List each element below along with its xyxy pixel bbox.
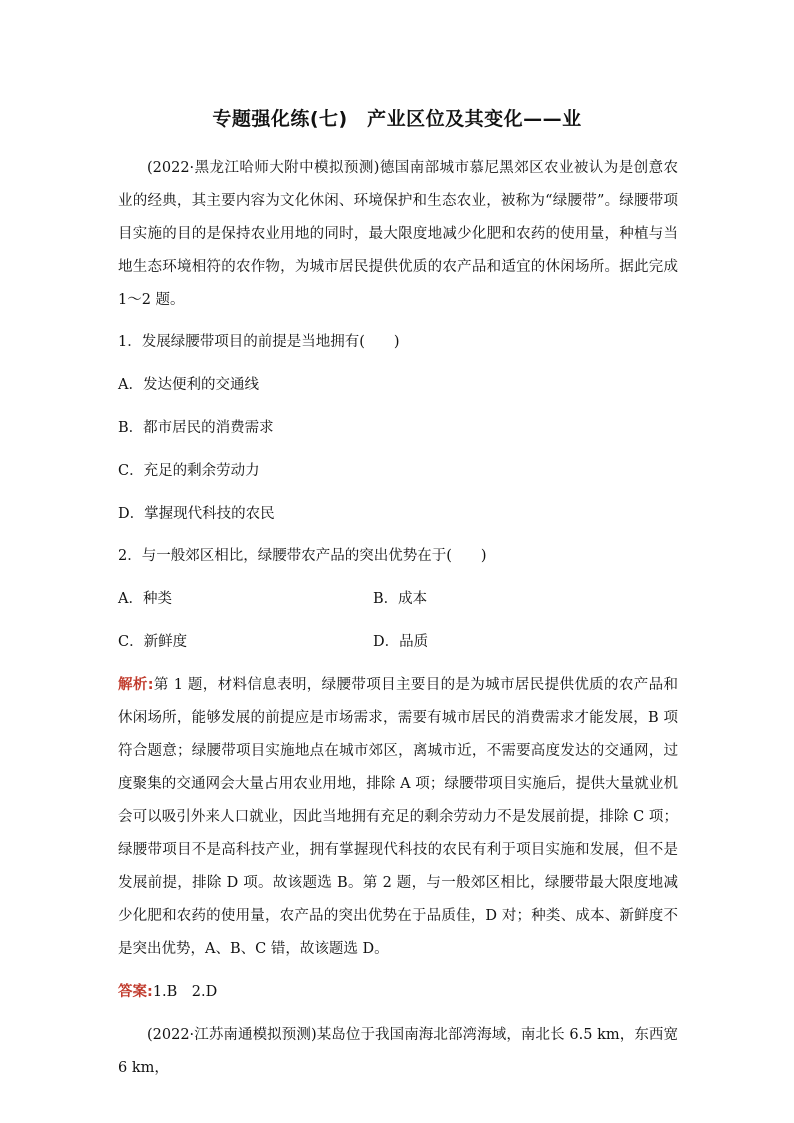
question-2-option-c: C．新鲜度 [118, 634, 188, 650]
analysis-text: 第 1 题，材料信息表明，绿腰带项目主要目的是为城市居民提供优质的农产品和休闲场所，能够发展的前提应是市场需求，需要有城市居民的消费需求才能发展，B 项符合题意；绿腰带项目实施地点在城市郊区，离城市近，不需要高度发达的交通网，过度聚集的交通网会大量占用农业用地，排除 A 项；绿腰带项目实施后，提供大量就业机会可以吸引外来人口就业，因此当地拥有充足的剩余劳动力不是发展前提，排除 C 项；绿腰带项目不是高科技产业，拥有掌握现代科技的农民有利于项目实施和发展，但不是发展前提，排除 D 项。故该题选 B。第 2 题，与一般郊区相比，绿腰带最大限度地减少化肥和农药的使用量，农产品的突出优势在于品质佳，D 对；种类、成本、新鲜度不是突出优势，A、B、C 错，故该题选 D。 [118, 677, 678, 957]
answer-label: 答案: [118, 984, 153, 1000]
analysis-block [118, 669, 678, 966]
question-2-stem: 2．与一般郊区相比，绿腰带农产品的突出优势在于( ) [118, 548, 487, 564]
question-2-option-b: B．成本 [373, 591, 428, 607]
material-paragraph: (2022·黑龙江哈师大附中模拟预测)德国南部城市慕尼黑郊区农业被认为是创意农业的经典，其主要内容为文化休闲、环境保护和生态农业，被称为“绿腰带”。绿腰带项目实施的目的是保持农业用地的同时，最大限度地减少化肥和农药的使用量，种植与当地生态环境相符的农作物，为城市居民提供优质的农产品和适宜的休闲场所。据此完成 1～2 题。 [118, 160, 678, 308]
question-2-options-row-2 [118, 626, 678, 659]
question-2-option-d: D．品质 [373, 634, 429, 650]
answer-block [118, 976, 678, 1009]
question-1-option-a: A．发达便利的交通线 [118, 377, 259, 393]
question-1-stem: 1．发展绿腰带项目的前提是当地拥有( ) [118, 334, 400, 350]
question-2-options-row-1 [118, 583, 678, 616]
question-1-option-c: C．充足的剩余劳动力 [118, 463, 260, 479]
document-body [118, 152, 678, 1085]
analysis-label: 解析: [118, 677, 154, 693]
question-1-option-d: D．掌握现代科技的农民 [118, 506, 275, 522]
question-1-option-b: B．都市居民的消费需求 [118, 420, 274, 436]
page-title: 专题强化练(七) 产业区位及其变化——业 [212, 108, 582, 130]
next-material-paragraph: (2022·江苏南通模拟预测)某岛位于我国南海北部湾海域，南北长 6.5 km，东西宽 6 km， [118, 1027, 678, 1076]
answer-text: 1.B 2.D [152, 984, 218, 1000]
question-2-option-a: A．种类 [118, 591, 172, 607]
